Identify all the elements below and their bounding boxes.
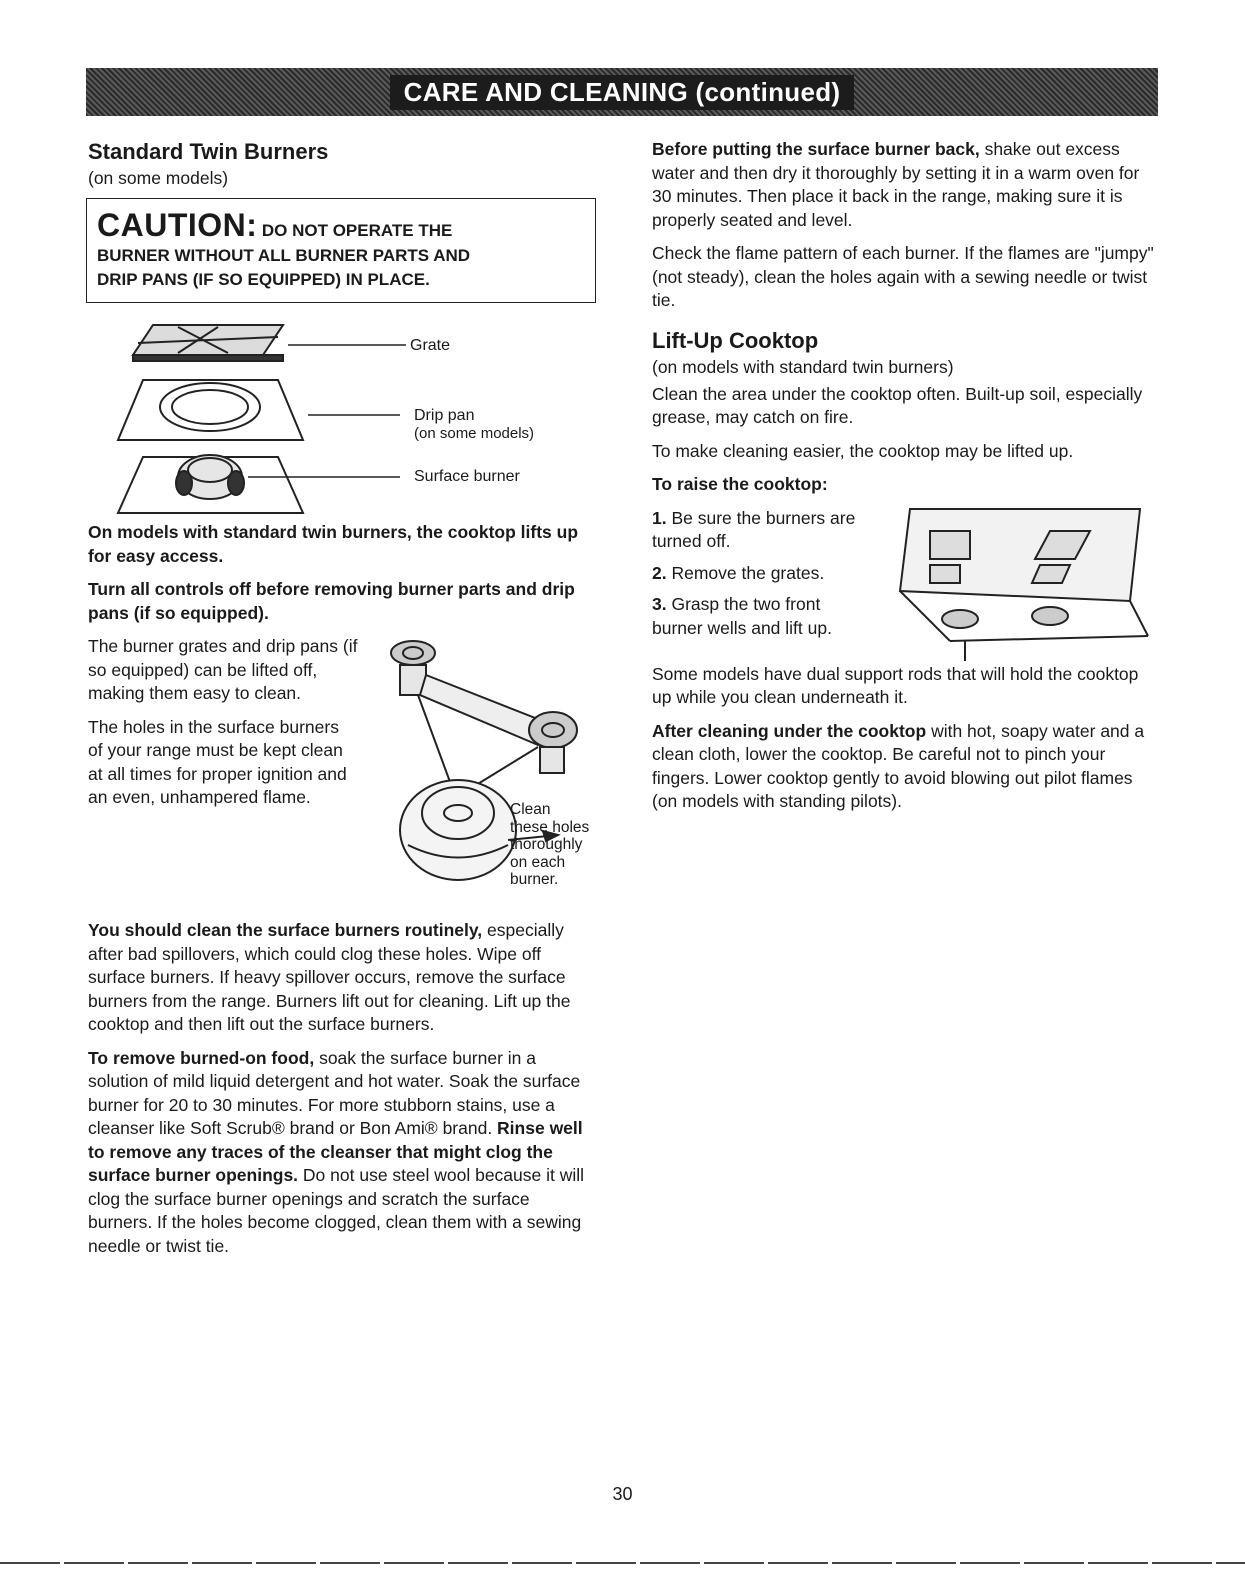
burned-on-food-bold: To remove burned-on food, [88, 1047, 315, 1068]
rinse-warning-bold: Rinse well to remove any traces of the cleanser that might clog the surface burner openings. [88, 1118, 583, 1185]
raise-cooktop-steps-section [652, 507, 1162, 657]
put-back-text: shake out excess water and then dry it thoroughly by setting it in a warm oven for 30 minutes. Then place it back in the range, making sure it is properly seated and level. [652, 139, 1140, 230]
burner-parts-diagram [88, 315, 608, 515]
lifted-cooktop-illustration [890, 501, 1160, 661]
grate-drawing [133, 325, 283, 361]
clean-holes-line-1: Clean [510, 801, 551, 818]
page-number: 30 [612, 1484, 633, 1504]
after-cleaning-bold: After cleaning under the cooktop [652, 720, 927, 741]
clean-holes-line-2: these holes [510, 818, 590, 836]
clean-holes-label [510, 801, 589, 889]
routine-cleaning-text: especially after bad spillovers, which could clog these holes. Wipe off surface burners. If heavy spillover occurs, remove the surface burners from the range. Burners lift out for cleaning. Lift up the cooktop and then lift out the surface burners. [88, 920, 571, 1034]
caution-line-2: DRIP PANS (IF SO EQUIPPED) IN PLACE. [97, 270, 430, 289]
caution-lead: DO NOT OPERATE THE [261, 221, 453, 240]
step-3 [652, 593, 832, 640]
left-column [88, 138, 608, 1258]
lift-up-cooktop-heading: Lift-Up Cooktop [652, 327, 819, 353]
burner-parts-illustration [88, 315, 608, 515]
caution-box [86, 198, 596, 303]
support-rods-paragraph: Some models have dual support rods that will hold the cooktop up while you clean underneath it. [652, 663, 1139, 707]
step-1-text: Be sure the burners are turned off. [652, 507, 856, 551]
raise-cooktop-steps [652, 507, 877, 641]
cleaning-easier-paragraph: To make cleaning easier, the cooktop may be lifted up. [652, 440, 1074, 461]
put-back-paragraph [652, 138, 1162, 232]
bottom-divider [0, 1562, 1245, 1564]
drip-pan-label: Drip pan [414, 407, 475, 424]
step-2 [652, 562, 877, 586]
surface-burner-label: Surface burner [414, 468, 520, 485]
after-cleaning-paragraph [652, 720, 1162, 814]
holes-paragraph: The holes in the surface burners of your range must be kept clean at all times for proper ignition and an even, unhampered flame. [88, 716, 347, 807]
flame-pattern-paragraph: Check the flame pattern of each burner. If the flames are "jumpy" (not steady), clean the holes again with a sewing needle or twist tie. [652, 243, 1154, 310]
standard-twin-burners-subheading: (on some models) [88, 168, 229, 188]
step-3-number: 3. [652, 594, 667, 614]
drip-pan-note: (on some models) [414, 425, 535, 442]
raise-cooktop-heading [652, 473, 1162, 497]
lift-up-cooktop-subheading: (on models with standard twin burners) [652, 356, 954, 377]
caution-line-1: BURNER WITHOUT ALL BURNER PARTS AND [97, 246, 471, 265]
cooktop-lifts-text: On models with standard twin burners, the cooktop lifts up for easy access. [88, 522, 579, 566]
routine-cleaning-paragraph [88, 919, 598, 1037]
clean-holes-line-5: burner. [510, 871, 559, 888]
banner-title: CARE AND CLEANING (continued) [390, 75, 855, 110]
standard-twin-burners-heading: Standard Twin Burners [88, 139, 329, 164]
clean-under-cooktop-paragraph: Clean the area under the cooktop often. Built-up soil, especially grease, may catch on fire. [652, 383, 1143, 427]
turn-controls-off-note [88, 578, 588, 625]
step-3-text: Grasp the two front burner wells and lift up. [652, 594, 832, 638]
routine-cleaning-bold: You should clean the surface burners routinely, [88, 920, 483, 940]
burned-on-food-paragraph [88, 1047, 598, 1259]
grate-label: Grate [410, 337, 451, 354]
burner-cleaning-section [88, 635, 608, 905]
burned-on-food-text-1: soak the surface burner in a solution of mild liquid detergent and hot water. Soak the surface burner for 20 to 30 minutes. For more stubborn stains, use a cleanser like Soft Scrub® brand or Bon Ami® brand. [88, 1047, 581, 1138]
cooktop-lifts-note [88, 521, 588, 568]
grates-paragraph: The burner grates and drip pans (if so equipped) can be lifted off, making them easy to clean. [88, 636, 358, 703]
after-cleaning-text: with hot, soapy water and a clean cloth, lower the cooktop. Be careful not to pinch your fingers. Lower cooktop gently to avoid blowing out pilot flames (on models with standing pilots). [652, 720, 1145, 811]
turn-controls-off-text: Turn all controls off before removing burner parts and drip pans (if so equipped). [88, 579, 575, 623]
caution-title: CAUTION: [97, 207, 258, 243]
step-2-number: 2. [652, 562, 667, 583]
put-back-bold: Before putting the surface burner back, [652, 139, 980, 159]
step-2-text: Remove the grates. [671, 562, 825, 583]
surface-burner-drawing [118, 455, 303, 513]
step-1 [652, 507, 877, 554]
raise-cooktop-heading-text: To raise the cooktop: [652, 474, 828, 494]
right-column [652, 138, 1162, 814]
drip-pan-drawing [118, 380, 303, 440]
section-banner [86, 68, 1158, 116]
clean-holes-line-3: thoroughly [510, 836, 583, 853]
clean-holes-line-4: on each [510, 853, 566, 871]
step-1-number: 1. [652, 507, 667, 528]
burned-on-food-text-2: Do not use steel wool because it will clog the surface burner openings and scratch the surface burners. If the holes become clogged, clean them with a sewing needle or twist tie. [88, 1165, 585, 1256]
